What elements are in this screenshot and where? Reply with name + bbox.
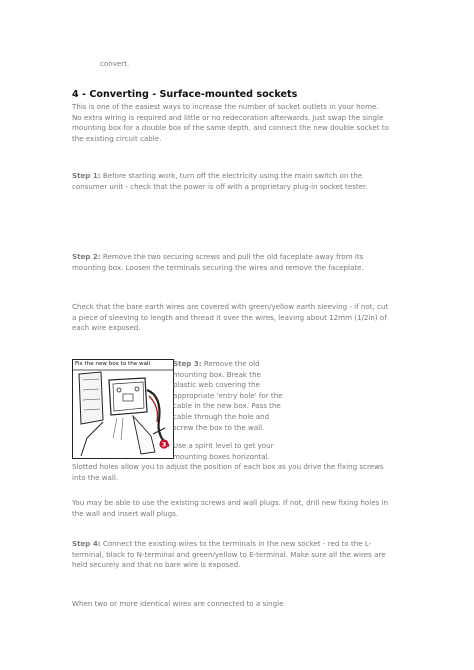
step-2-paragraph — [72, 252, 390, 273]
step-3-text: Remove the old mounting box. Break the plastic web covering the appropriate 'entry hole' for the cable in the new box. Pass the cable through the hole and screw the box to the wall. — [173, 359, 283, 432]
step-3-label: Step 3: — [173, 359, 202, 368]
step-4-paragraph — [72, 539, 390, 571]
figure-caption: Fix the new box to the wall — [75, 361, 151, 367]
top-fragment: convert. — [100, 59, 130, 68]
spirit-level-paragraph-a: Use a spirit level to get your mounting boxes horizontal. — [173, 441, 274, 461]
step-4-label: Step 4: — [72, 539, 101, 548]
spirit-level-paragraph-b: Slotted holes allow you to adjust the position of each box as you drive the fixing screws into the wall. — [72, 462, 384, 482]
step-1-label: Step 1: — [72, 171, 101, 180]
intro-paragraph: This is one of the easiest ways to increase the number of socket outlets in your home. No extra wiring is required and little or no redecoration afterwards. Just swap the single mounting box for a double box of the same depth, and connect the new double socket to the existing circuit cable. — [72, 102, 389, 143]
step-3-marker-icon — [159, 439, 169, 449]
step-3-marker-label: 3 — [161, 440, 167, 449]
closing-fragment: When two or more identical wires are connected to a single — [72, 599, 284, 608]
earth-sleeving-paragraph: Check that the bare earth wires are covered with green/yellow earth sleeving - if not, cut a piece of sleeving to length and thread it over the wires, leaving about 12mm (1/2in) of each wire exposed. — [72, 302, 389, 333]
fix-box-illustration — [72, 359, 174, 459]
step-3-paragraph — [173, 359, 283, 433]
step-4-text: Connect the existing wires to the terminals in the new socket - red to the L-terminal, black to N-terminal and green/yellow to E-terminal. Make sure all the wires are held securely and that no bare wire is exposed. — [72, 539, 386, 570]
section-heading: 4 - Converting - Surface-mounted sockets — [72, 89, 298, 100]
existing-screws-paragraph: You may be able to use the existing screws and wall plugs. If not, drill new fixing holes in the wall and insert wall plugs. — [72, 498, 388, 518]
fix-box-drawing — [73, 360, 173, 458]
step-1-paragraph — [72, 171, 390, 192]
step-1-text: Before starting work, turn off the electricity using the main switch on the consumer unit - check that the power is off with a proprietary plug-in socket tester. — [72, 171, 368, 191]
step-2-text: Remove the two securing screws and pull the old faceplate away from its mounting box. Loosen the terminals securing the wires and remove the faceplate. — [72, 252, 364, 272]
step-2-label: Step 2: — [72, 252, 101, 261]
